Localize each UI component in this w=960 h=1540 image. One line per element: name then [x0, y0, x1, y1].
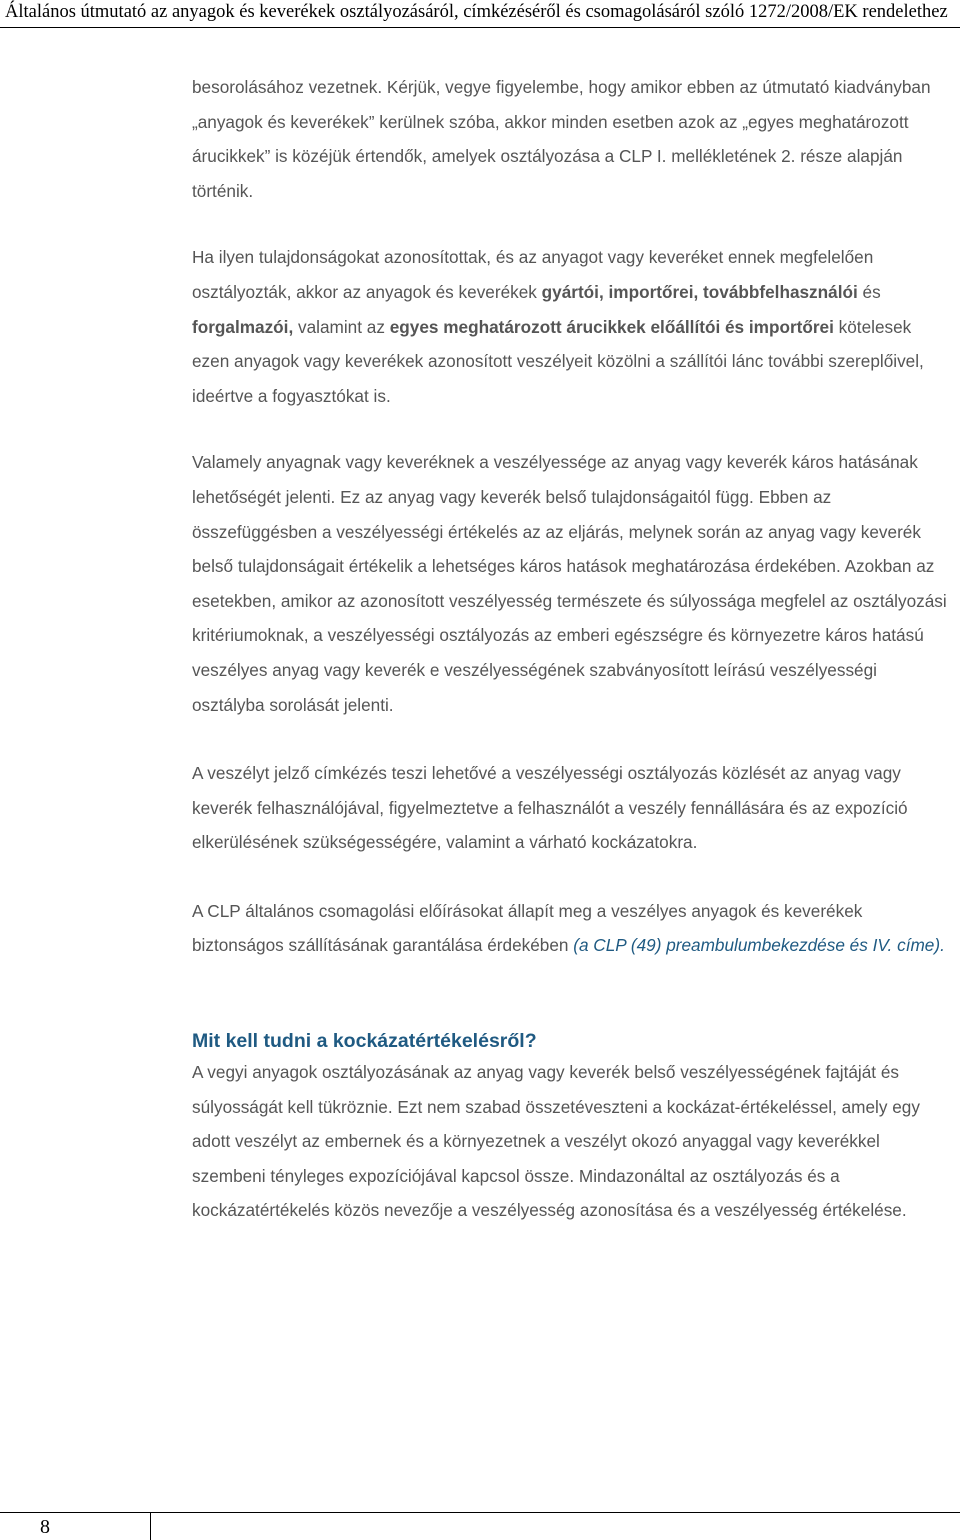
paragraph-labelling: A veszélyt jelző címkézés teszi lehetővé a veszélyességi osztályozás közlését az anyag vagy keverék felhasználójával, figyelmeztetve a felhasználót a veszély fennállására és az expozíció elkerülésének szükségességére, valamint a várható kockázatokra.: [192, 763, 908, 853]
paragraph-classification-note: besorolásához vezetnek. Kérjük, vegye figyelembe, hogy amikor ebben az útmutató kiadványban „anyagok és keverékek” kerülnek szóba, akkor minden esetben azok az „egyes meghatározott árucikkek” is közéjük értendők, amelyek osztályozása a CLP I. mellékletének 2. része alapján történik.: [192, 77, 931, 201]
bold-run-article-producers: egyes meghatározott árucikkek előállítói és importőrei: [389, 316, 834, 337]
section-heading-risk-assessment: Mit kell tudni a kockázatértékelésről?: [192, 1030, 537, 1053]
paragraph-risk-assessment: A vegyi anyagok osztályozásának az anyag vagy keverék belső veszélyességének fajtáját és súlyosságát kell tükröznie. Ezt nem szabad összetéveszteni a kockázat-értékeléssel, amely egy adott veszélyt az embernek és a környezetnek a veszélyt okozó anyaggal vagy keverékkel szembeni tényleges expozíciójával kapcsol össze. Mindazonáltal az osztályozás és a kockázatértékelés közös nevezője a veszélyesség azonosítása és a veszélyesség értékelése.: [192, 1062, 920, 1221]
document-body: [192, 70, 950, 1228]
footer-divider: [0, 1512, 960, 1513]
text-run: és: [857, 281, 881, 302]
bold-run-distributors: forgalmazói,: [192, 316, 294, 337]
text-run: valamint az: [293, 316, 390, 337]
paragraph-packaging: [192, 894, 950, 963]
text-run: kötelesek ezen anyagok vagy keverékek azonosított veszélyeit közölni a szállítói lánc további szereplőivel, ideértve a fogyasztókat is.: [192, 316, 924, 406]
paragraph-hazard-communication: [192, 240, 950, 413]
footer-vertical-divider: [150, 1512, 151, 1540]
text-run: Ha ilyen tulajdonságokat azonosítottak, és az anyagot vagy keveréket ennek megfelelően osztályozták, akkor az anyagok és keverékek: [192, 247, 874, 302]
bold-run-manufacturers: gyártói, importőrei, továbbfelhasználói: [541, 281, 858, 302]
paragraph-hazard-definition: Valamely anyagnak vagy keveréknek a veszélyessége az anyag vagy keverék káros hatásának lehetőségét jelenti. Ez az anyag vagy keverék belső tulajdonságaitól függ. Ebben az összefüggésben a veszélyességi értékelés az az eljárás, melynek során az anyag vagy keverék belső tulajdonságait értékelik a lehetséges káros hatások meghatározása érdekében. Azokban az esetekben, amikor az azonosított veszélyesség természete és súlyossága megfelel az osztályozási kritériumoknak, a veszélyességi osztályozás az emberi egészségre és környezetre káros hatású veszélyes anyag vagy keverék e veszélyességének szabványosított leírású veszélyességi osztályba sorolását jelenti.: [192, 452, 947, 715]
clp-reference-link[interactable]: (a CLP (49) preambulumbekezdése és IV. címe).: [573, 935, 945, 956]
running-header: Általános útmutató az anyagok és keverékek osztályozásáról, címkézéséről és csomagolásáról szóló 1272/2008/EK rendelethez: [5, 2, 948, 22]
text-run: A CLP általános csomagolási előírásokat állapít meg a veszélyes anyagok és keverékek biztonságos szállításának garantálása érdekében: [192, 900, 863, 956]
header-divider: [0, 27, 960, 28]
page-number: 8: [40, 1516, 50, 1538]
